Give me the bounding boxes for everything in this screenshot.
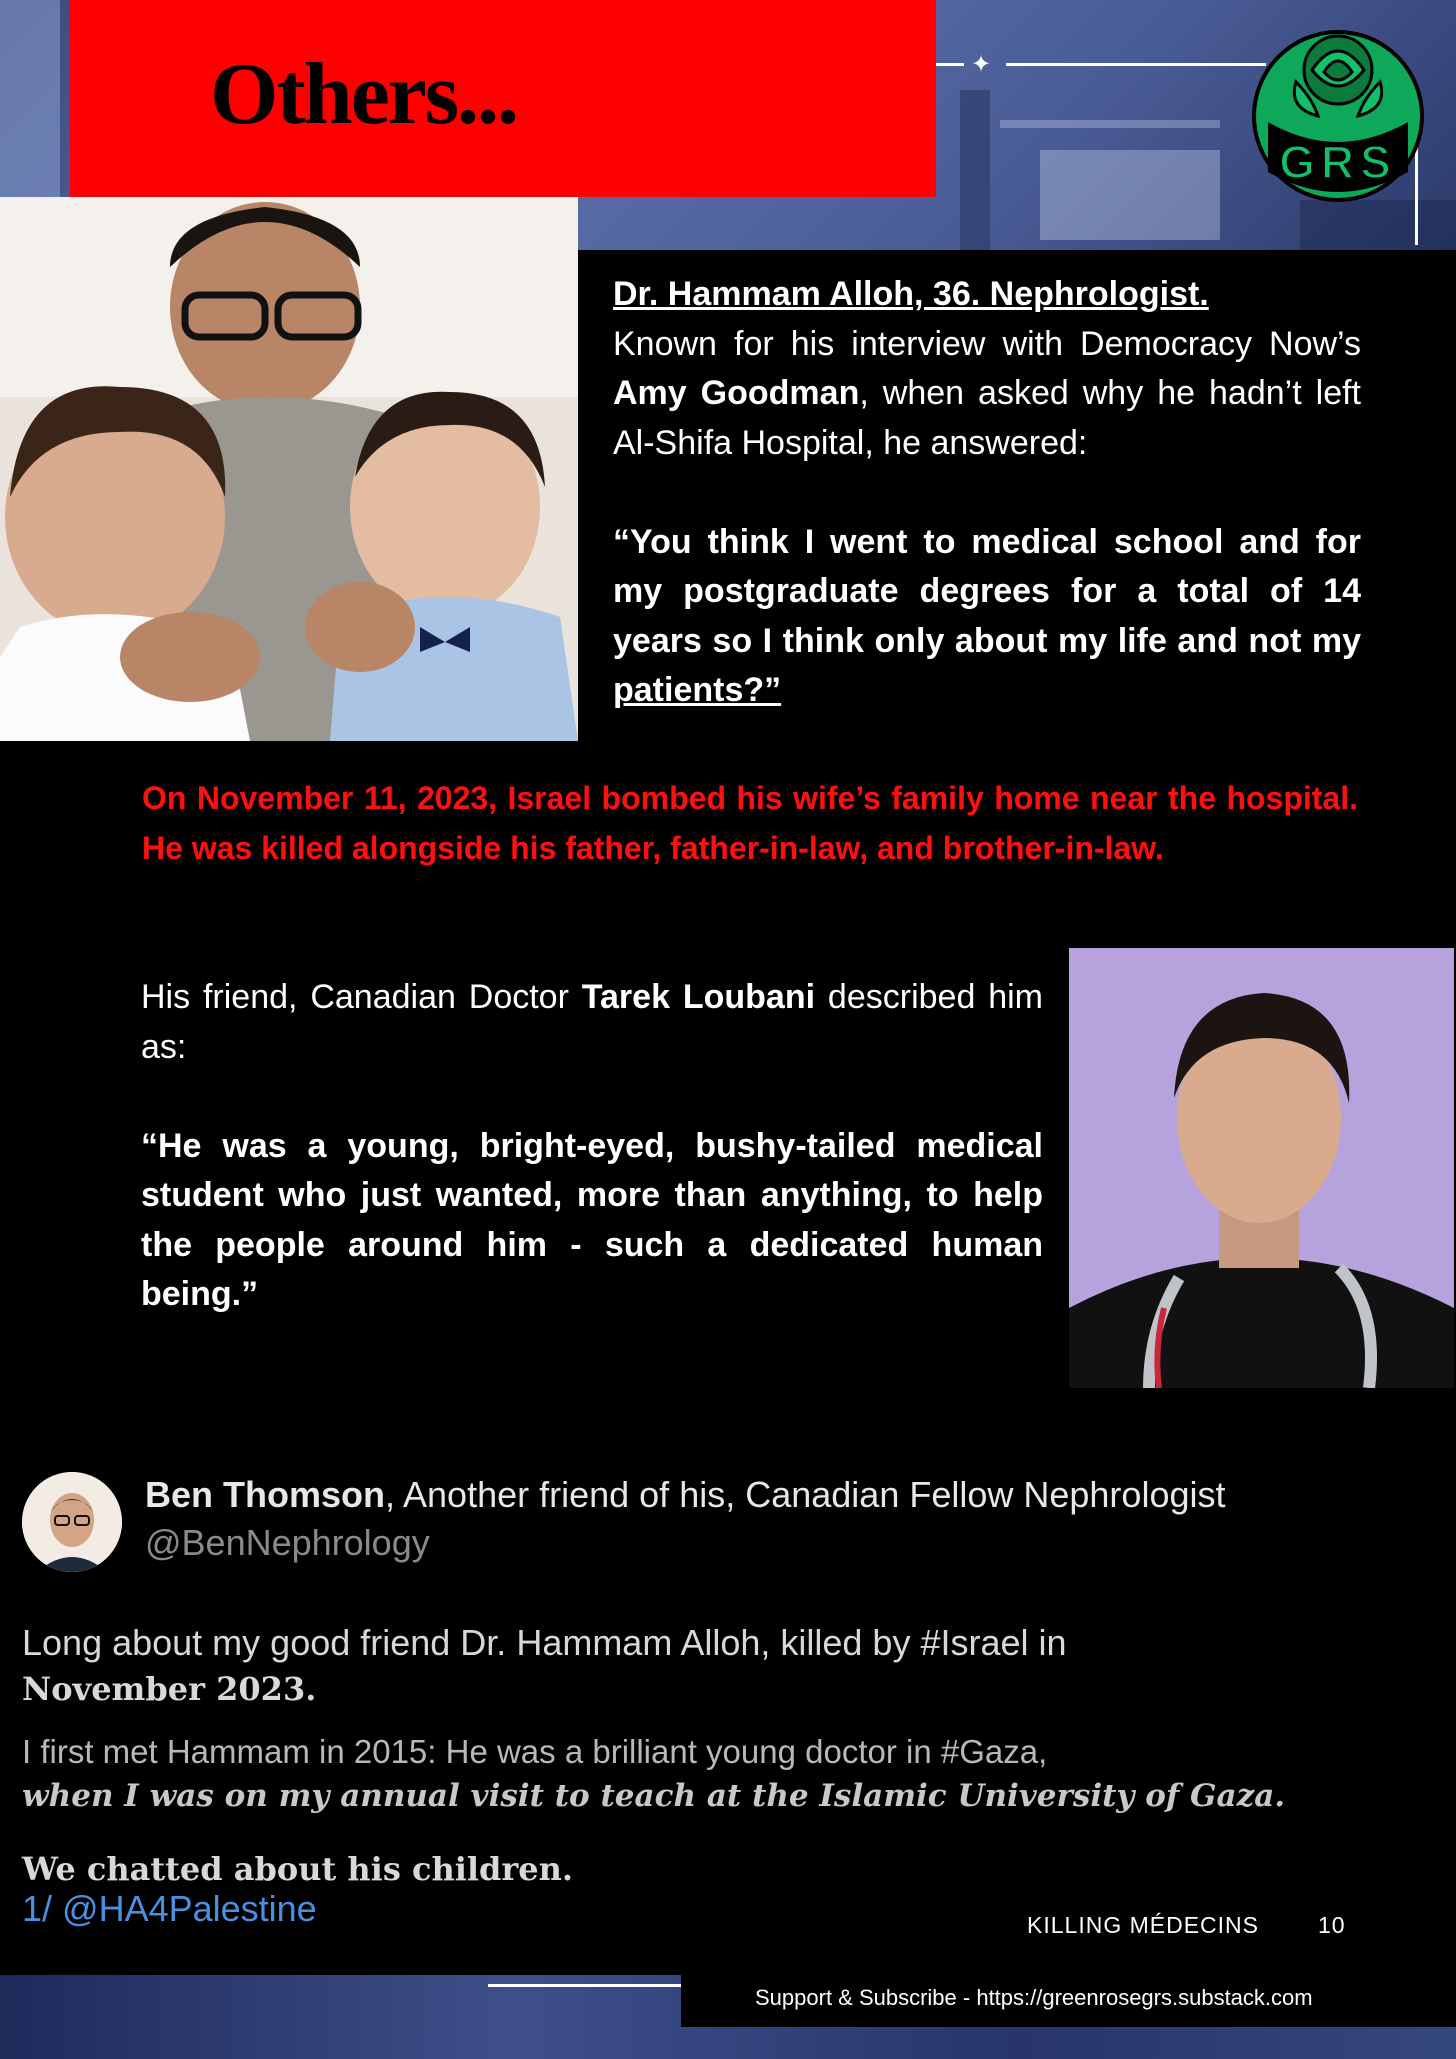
friend-name: Tarek Loubani <box>581 978 816 1016</box>
hammam-quote-end: patients?” <box>613 671 782 709</box>
profile-text <box>613 270 1361 716</box>
author-description: , Another friend of his, Canadian Fellow Nephrologist <box>385 1474 1226 1515</box>
death-notice: On November 11, 2023, Israel bombed his wife’s family home near the hospital. He was killed alongside his father, father-in-law, and brother-in-law. <box>142 780 1358 866</box>
friend-intro: His friend, Canadian Doctor <box>141 978 582 1016</box>
tarek-loubani-photo <box>1069 948 1454 1388</box>
tweet-line: Long about my good friend Dr. Hammam Alloh, killed by #Israel in <box>22 1622 1067 1663</box>
tweet-line: when I was on my annual visit to teach at the Islamic University of Gaza. <box>22 1778 1286 1814</box>
friend-text <box>141 973 1043 1320</box>
grs-rose-logo <box>1248 12 1428 204</box>
profile-intro-cont: , when asked why he hadn’t left Al-Shifa Hospital, he answered: <box>613 374 1361 462</box>
tweet-line: We chatted about his children. <box>22 1850 574 1888</box>
profile-heading: Dr. Hammam Alloh, 36. Nephrologist. <box>613 275 1209 313</box>
decorative-line <box>1006 63 1266 66</box>
hammam-quote: “You think I went to medical school and for my postgraduate degrees for a total of 14 years so I think only about my life and not my <box>613 522 1361 660</box>
friend-intro-cont: described him as: <box>141 978 1044 1066</box>
tweet-mention-link[interactable]: 1/ @HA4Palestine <box>22 1888 317 1929</box>
subscribe-link[interactable]: Support & Subscribe - https://greenrosegrs.substack.com <box>755 1985 1313 2010</box>
page-title: Others... <box>210 46 518 143</box>
author-name[interactable]: Ben Thomson <box>145 1474 385 1515</box>
decorative-line <box>488 1984 688 1987</box>
friend-quote: “He was a young, bright-eyed, bushy-tailed medical student who just wanted, more than anything, to help the people around him - such a dedicated human being.” <box>141 1126 1043 1313</box>
page-number: 10 <box>1318 1912 1346 1938</box>
publication-label: KILLING MÉDECINS <box>1027 1912 1259 1938</box>
tweet-line: November 2023. <box>22 1670 317 1708</box>
interviewer-name: Amy Goodman <box>613 374 860 412</box>
tweet-author <box>145 1474 1225 1516</box>
author-handle[interactable]: @BenNephrology <box>145 1522 430 1563</box>
logo-text: GRS <box>1279 136 1397 188</box>
profile-intro: Known for his interview with Democracy Now’s <box>613 324 1361 363</box>
avatar[interactable] <box>22 1472 122 1572</box>
tweet-line: I first met Hammam in 2015: He was a brilliant young doctor in #Gaza, <box>22 1733 1048 1770</box>
sparkle-icon: ✦ <box>971 51 992 78</box>
decorative-line <box>936 63 964 66</box>
family-photo <box>0 197 578 741</box>
